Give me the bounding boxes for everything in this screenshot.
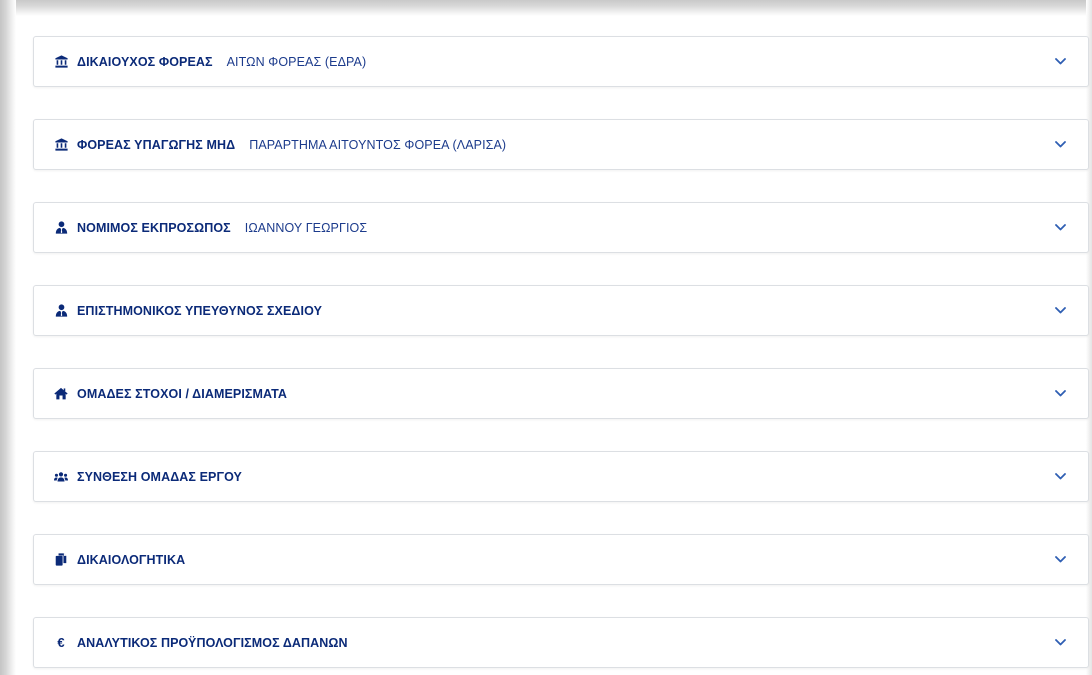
panel-header — [54, 120, 506, 169]
panel-header — [54, 37, 366, 86]
accordion-panel-dikaiouxos-foreas[interactable] — [33, 36, 1089, 87]
panel-title: ΔΙΚΑΙΟΥΧΟΣ ΦΟΡΕΑΣ — [77, 54, 213, 69]
panel-header — [54, 286, 336, 335]
chevron-down-icon[interactable] — [1053, 635, 1067, 649]
panel-title: ΟΜΑΔΕΣ ΣΤΟΧΟΙ / ΔΙΑΜΕΡΙΣΜΑΤΑ — [77, 386, 288, 401]
panel-title: ΕΠΙΣΤΗΜΟΝΙΚΟΣ ΥΠΕΥΘΥΝΟΣ ΣΧΕΔΙΟΥ — [77, 303, 323, 318]
panel-header — [54, 369, 301, 418]
user-tie-icon — [54, 221, 68, 235]
chevron-down-icon[interactable] — [1053, 552, 1067, 566]
panel-header — [54, 618, 362, 667]
institution-icon — [54, 138, 68, 152]
panel-title: ΑΝΑΛΥΤΙΚΟΣ ΠΡΟΫΠΟΛΟΓΙΣΜΟΣ ΔΑΠΑΝΩΝ — [77, 635, 348, 650]
panel-value: ΙΩΑΝΝΟΥ ΓΕΩΡΓΙΟΣ — [244, 220, 368, 235]
panel-header — [54, 452, 256, 501]
panel-header — [54, 535, 199, 584]
accordion-panel-nomimos-ekprosopos[interactable] — [33, 202, 1089, 253]
frame-shadow-top — [0, 0, 1092, 16]
panel-title: ΣΥΝΘΕΣΗ ΟΜΑΔΑΣ ΕΡΓΟΥ — [77, 469, 242, 484]
euro-icon: € — [57, 635, 65, 650]
accordion-panel-omades-stoxoi[interactable] — [33, 368, 1089, 419]
chevron-down-icon[interactable] — [1053, 54, 1067, 68]
accordion-panel-analytikos-proypologismos[interactable] — [33, 617, 1089, 668]
frame-shadow-left — [0, 0, 16, 675]
chevron-down-icon[interactable] — [1053, 220, 1067, 234]
panel-value: ΠΑΡΑΡΤΗΜΑ ΑΙΤΟΥΝΤΟΣ ΦΟΡΕΑ (ΛΑΡΙΣΑ) — [249, 137, 507, 152]
chevron-down-icon[interactable] — [1053, 469, 1067, 483]
chevron-down-icon[interactable] — [1053, 303, 1067, 317]
home-icon — [54, 387, 68, 401]
institution-icon — [54, 55, 68, 69]
panel-title: ΦΟΡΕΑΣ ΥΠΑΓΩΓΗΣ ΜΗΔ — [77, 137, 236, 152]
accordion-panel-foreas-ypagogis[interactable] — [33, 119, 1089, 170]
panel-title: ΔΙΚΑΙΟΛΟΓΗΤΙΚΑ — [77, 552, 186, 567]
accordion-panel-epistimonikos-ypeythynos[interactable] — [33, 285, 1089, 336]
panel-header — [54, 203, 367, 252]
user-tie-icon — [54, 304, 68, 318]
accordion-panel-synthesi-omadas[interactable] — [33, 451, 1089, 502]
panel-title: ΝΟΜΙΜΟΣ ΕΚΠΡΟΣΩΠΟΣ — [77, 220, 231, 235]
panel-value: ΑΙΤΩΝ ΦΟΡΕΑΣ (ΕΔΡΑ) — [226, 54, 367, 69]
chevron-down-icon[interactable] — [1053, 137, 1067, 151]
accordion-panel-dikaiologitika[interactable] — [33, 534, 1089, 585]
chevron-down-icon[interactable] — [1053, 386, 1067, 400]
users-icon — [54, 470, 68, 484]
documents-icon — [54, 553, 68, 567]
